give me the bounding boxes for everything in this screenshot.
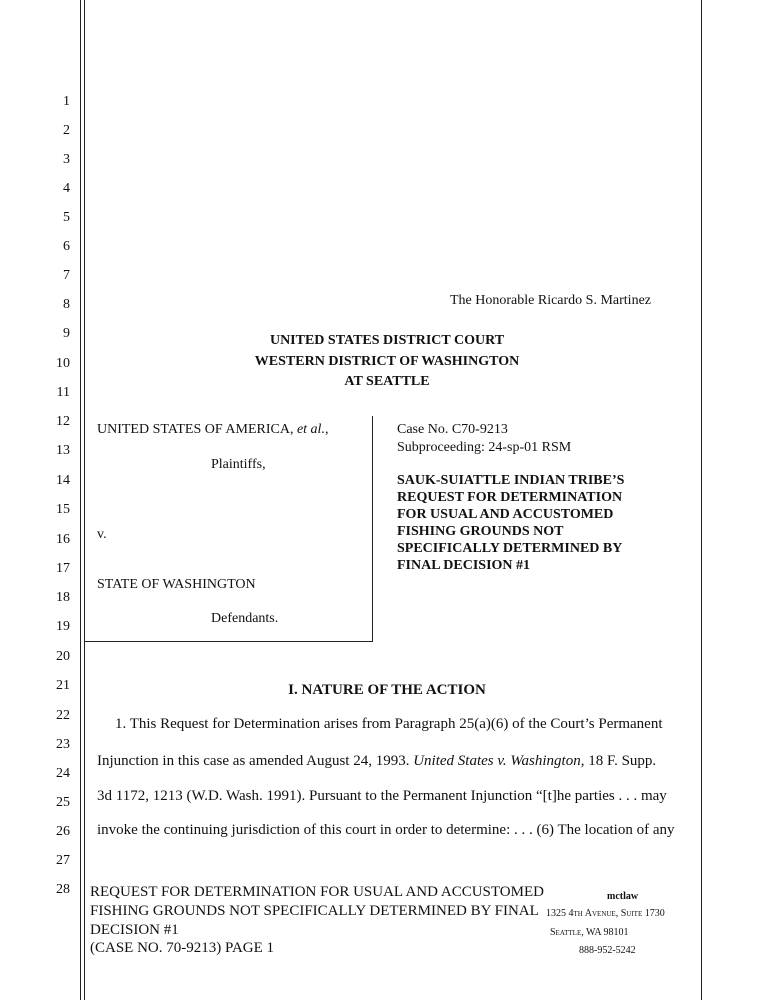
document-title-line: SAUK-SUIATTLE INDIAN TRIBE’S: [397, 473, 625, 488]
line-number: 21: [56, 678, 70, 693]
line-number: 6: [63, 239, 70, 254]
body-line: invoke the continuing jurisdiction of this court in order to determine: . . . (6) The location of any: [97, 822, 675, 838]
left-margin-rule-inner: [84, 0, 85, 1000]
line-number: 18: [56, 590, 70, 605]
line-number: 28: [56, 882, 70, 897]
firm-address-line1: 1325 4th Avenue, Suite 1730: [546, 908, 665, 919]
court-name-line1: UNITED STATES DISTRICT COURT: [269, 333, 505, 348]
document-title-line: FISHING GROUNDS NOT: [397, 524, 564, 539]
firm-phone: 888-952-5242: [579, 945, 636, 956]
line-number: 8: [63, 297, 70, 312]
section-heading: I. NATURE OF THE ACTION: [288, 682, 486, 698]
line-number: 20: [56, 649, 70, 664]
body-line: [97, 753, 656, 769]
body-text: , 18 F. Supp.: [580, 753, 657, 769]
plaintiff-name-text: UNITED STATES OF AMERICA,: [97, 422, 294, 437]
court-name-line2: WESTERN DISTRICT OF WASHINGTON: [254, 354, 520, 369]
line-number: 2: [63, 123, 70, 138]
line-number: 4: [63, 181, 70, 196]
plaintiff-suffix: ,: [324, 422, 329, 437]
footer-title-line: REQUEST FOR DETERMINATION FOR USUAL AND ACCUSTOMED: [90, 884, 544, 900]
line-number: 24: [56, 766, 70, 781]
line-number: 26: [56, 824, 70, 839]
line-number: 22: [56, 708, 70, 723]
firm-name: mctlaw: [607, 891, 639, 902]
case-citation: United States v. Washington: [413, 753, 581, 769]
plaintiffs-label: Plaintiffs,: [211, 457, 266, 472]
defendants-label: Defendants.: [211, 611, 279, 626]
line-number: 27: [56, 853, 70, 868]
footer-case-page: (CASE NO. 70-9213) PAGE 1: [90, 940, 275, 956]
line-number: 10: [56, 356, 70, 371]
line-number: 11: [56, 385, 70, 400]
body-line: 1. This Request for Determination arises from Paragraph 25(a)(6) of the Court’s Permanent: [115, 716, 663, 732]
line-number: 15: [56, 502, 70, 517]
line-number: 19: [56, 619, 70, 634]
line-number: 23: [56, 737, 70, 752]
line-number: 12: [56, 414, 70, 429]
document-title-line: FINAL DECISION #1: [397, 558, 531, 573]
body-text: Injunction in this case as amended August 24, 1993.: [97, 753, 414, 769]
line-number: 1: [63, 94, 70, 109]
caption-divider-vertical: [372, 416, 373, 642]
case-number: Case No. C70-9213: [397, 422, 508, 437]
document-title-line: FOR USUAL AND ACCUSTOMED: [397, 507, 614, 522]
firm-address-line2: Seattle, WA 98101: [550, 927, 629, 938]
left-margin-rule: [80, 0, 81, 1000]
subproceeding-number: Subproceeding: 24-sp-01 RSM: [397, 440, 572, 455]
line-number: 16: [56, 532, 70, 547]
caption-divider-horizontal: [84, 641, 373, 642]
line-number: 5: [63, 210, 70, 225]
versus: v.: [97, 527, 107, 542]
line-number: 25: [56, 795, 70, 810]
line-number: 9: [63, 326, 70, 341]
court-name-line3: AT SEATTLE: [344, 374, 430, 389]
document-title-line: REQUEST FOR DETERMINATION: [397, 490, 623, 505]
plaintiff-name: [97, 422, 328, 438]
document-title-line: SPECIFICALLY DETERMINED BY: [397, 541, 623, 556]
footer-title-line: FISHING GROUNDS NOT SPECIFICALLY DETERMINED BY FINAL: [90, 903, 539, 919]
line-number: 14: [56, 473, 70, 488]
defendant-name: STATE OF WASHINGTON: [97, 577, 256, 592]
line-number: 13: [56, 443, 70, 458]
line-number: 17: [56, 561, 70, 576]
judge-name: The Honorable Ricardo S. Martinez: [450, 293, 651, 308]
right-margin-rule: [701, 0, 702, 1000]
body-line: 3d 1172, 1213 (W.D. Wash. 1991). Pursuant to the Permanent Injunction “[t]he parties . . . may: [97, 788, 667, 804]
footer-title-line: DECISION #1: [90, 922, 179, 938]
line-number: 7: [63, 268, 70, 283]
line-number: 3: [63, 152, 70, 167]
plaintiff-et-al: et al.: [296, 422, 325, 437]
